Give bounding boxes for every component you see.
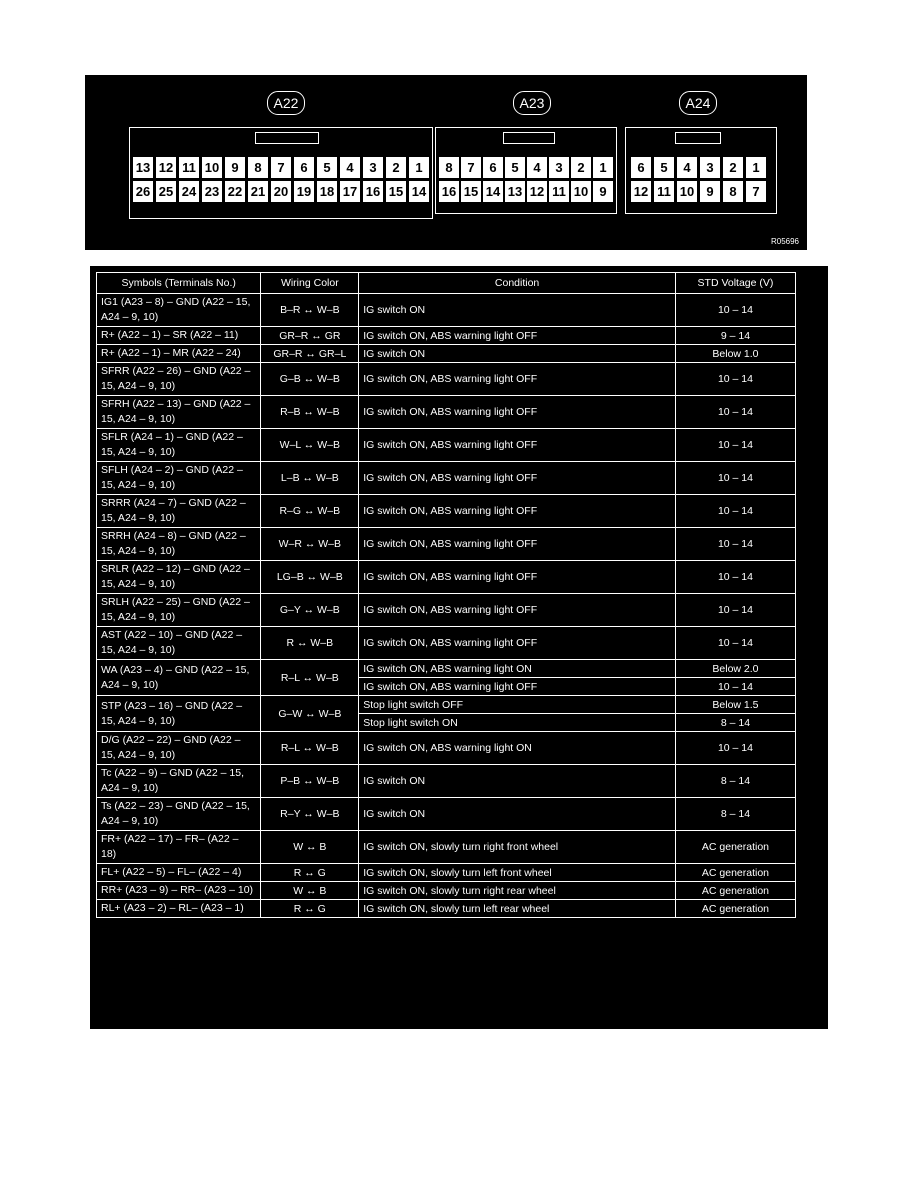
pin-a22-18: 18	[317, 181, 337, 202]
pin-a24-11: 11	[654, 181, 674, 202]
cell-symbol: IG1 (A23 – 8) – GND (A22 – 15, A24 – 9, 10)	[97, 294, 261, 327]
pin-a24-1: 1	[746, 157, 766, 178]
pin-a22-9: 9	[225, 157, 245, 178]
cell-std-voltage: Below 2.0	[675, 660, 795, 678]
cell-symbol: SRRR (A24 – 7) – GND (A22 – 15, A24 – 9, 10)	[97, 495, 261, 528]
cell-symbol: R+ (A22 – 1) – MR (A22 – 24)	[97, 345, 261, 363]
table-row	[97, 561, 796, 594]
cell-std-voltage: AC generation	[675, 831, 795, 864]
cell-std-voltage: 10 – 14	[675, 627, 795, 660]
pin-a23-1: 1	[593, 157, 613, 178]
cell-condition: IG switch ON	[359, 798, 676, 831]
cell-std-voltage: 10 – 14	[675, 732, 795, 765]
cell-std-voltage: 10 – 14	[675, 396, 795, 429]
cell-symbol: FL+ (A22 – 5) – FL– (A22 – 4)	[97, 864, 261, 882]
pin-a23-8: 8	[439, 157, 459, 178]
cell-condition: IG switch ON	[359, 294, 676, 327]
cell-condition: IG switch ON, ABS warning light OFF	[359, 678, 676, 696]
table-row	[97, 765, 796, 798]
table-row	[97, 345, 796, 363]
table-row	[97, 696, 796, 714]
cell-symbol: Ts (A22 – 23) – GND (A22 – 15, A24 – 9, 10)	[97, 798, 261, 831]
cell-condition: IG switch ON, ABS warning light OFF	[359, 627, 676, 660]
cell-condition: IG switch ON, slowly turn right rear wheel	[359, 882, 676, 900]
a24-latch	[675, 132, 721, 144]
figure-reference: R05696	[770, 237, 799, 246]
pin-a24-3: 3	[700, 157, 720, 178]
cell-symbol: D/G (A22 – 22) – GND (A22 – 15, A24 – 9, 10)	[97, 732, 261, 765]
cell-wiring-color: R–L ↔ W–B	[261, 732, 359, 765]
header-std-voltage: STD Voltage (V)	[675, 273, 795, 294]
pin-a22-22: 22	[225, 181, 245, 202]
terminal-table-panel	[90, 266, 828, 1029]
pin-a24-4: 4	[677, 157, 697, 178]
table-row	[97, 660, 796, 678]
cell-symbol: R+ (A22 – 1) – SR (A22 – 11)	[97, 327, 261, 345]
pin-a22-12: 12	[156, 157, 176, 178]
cell-wiring-color: W ↔ B	[261, 831, 359, 864]
table-row	[97, 396, 796, 429]
cell-std-voltage: 10 – 14	[675, 294, 795, 327]
pin-a22-25: 25	[156, 181, 176, 202]
pin-a22-14: 14	[409, 181, 429, 202]
cell-wiring-color: G–Y ↔ W–B	[261, 594, 359, 627]
pin-a22-16: 16	[363, 181, 383, 202]
cell-condition: IG switch ON, ABS warning light OFF	[359, 561, 676, 594]
table-row	[97, 864, 796, 882]
pin-a22-3: 3	[363, 157, 383, 178]
pin-a23-3: 3	[549, 157, 569, 178]
cell-std-voltage: 8 – 14	[675, 798, 795, 831]
pin-a22-15: 15	[386, 181, 406, 202]
pin-a22-8: 8	[248, 157, 268, 178]
header-wiring-color: Wiring Color	[261, 273, 359, 294]
cell-symbol: SFRH (A22 – 13) – GND (A22 – 15, A24 – 9, 10)	[97, 396, 261, 429]
cell-wiring-color: R–B ↔ W–B	[261, 396, 359, 429]
table-row	[97, 363, 796, 396]
cell-symbol: RL+ (A23 – 2) – RL– (A23 – 1)	[97, 900, 261, 918]
header-condition: Condition	[359, 273, 676, 294]
cell-wiring-color: R ↔ W–B	[261, 627, 359, 660]
cell-wiring-color: G–W ↔ W–B	[261, 696, 359, 732]
table-row	[97, 627, 796, 660]
pin-a22-11: 11	[179, 157, 199, 178]
cell-symbol: AST (A22 – 10) – GND (A22 – 15, A24 – 9, 10)	[97, 627, 261, 660]
cell-std-voltage: 10 – 14	[675, 528, 795, 561]
table-row	[97, 798, 796, 831]
cell-symbol: WA (A23 – 4) – GND (A22 – 15, A24 – 9, 10)	[97, 660, 261, 696]
cell-std-voltage: 10 – 14	[675, 594, 795, 627]
cell-wiring-color: L–B ↔ W–B	[261, 462, 359, 495]
cell-std-voltage: 10 – 14	[675, 678, 795, 696]
table-row	[97, 327, 796, 345]
pin-a24-6: 6	[631, 157, 651, 178]
cell-condition: Stop light switch ON	[359, 714, 676, 732]
table-body	[97, 294, 796, 918]
cell-std-voltage: 10 – 14	[675, 462, 795, 495]
cell-symbol: SRLR (A22 – 12) – GND (A22 – 15, A24 – 9, 10)	[97, 561, 261, 594]
pin-a22-5: 5	[317, 157, 337, 178]
cell-condition: IG switch ON, ABS warning light OFF	[359, 528, 676, 561]
pin-a23-16: 16	[439, 181, 459, 202]
pin-a23-12: 12	[527, 181, 547, 202]
cell-symbol: Tc (A22 – 9) – GND (A22 – 15, A24 – 9, 10)	[97, 765, 261, 798]
table-row	[97, 882, 796, 900]
cell-condition: IG switch ON, ABS warning light ON	[359, 732, 676, 765]
pin-a23-7: 7	[461, 157, 481, 178]
pin-a24-12: 12	[631, 181, 651, 202]
pin-a23-9: 9	[593, 181, 613, 202]
pin-a22-19: 19	[294, 181, 314, 202]
cell-std-voltage: AC generation	[675, 864, 795, 882]
pin-a24-5: 5	[654, 157, 674, 178]
pin-a24-9: 9	[700, 181, 720, 202]
cell-std-voltage: Below 1.5	[675, 696, 795, 714]
pin-a22-2: 2	[386, 157, 406, 178]
cell-wiring-color: R–L ↔ W–B	[261, 660, 359, 696]
pin-a22-13: 13	[133, 157, 153, 178]
cell-wiring-color: G–B ↔ W–B	[261, 363, 359, 396]
cell-condition: IG switch ON, ABS warning light OFF	[359, 327, 676, 345]
table-row	[97, 732, 796, 765]
pin-a22-10: 10	[202, 157, 222, 178]
pin-a23-2: 2	[571, 157, 591, 178]
cell-condition: IG switch ON, slowly turn left rear wheel	[359, 900, 676, 918]
pin-a22-20: 20	[271, 181, 291, 202]
cell-std-voltage: 8 – 14	[675, 765, 795, 798]
cell-std-voltage: 10 – 14	[675, 495, 795, 528]
table-row	[97, 900, 796, 918]
cell-wiring-color: R–G ↔ W–B	[261, 495, 359, 528]
cell-symbol: SRRH (A24 – 8) – GND (A22 – 15, A24 – 9, 10)	[97, 528, 261, 561]
pin-a22-26: 26	[133, 181, 153, 202]
pin-a22-1: 1	[409, 157, 429, 178]
table-row	[97, 294, 796, 327]
pin-a24-10: 10	[677, 181, 697, 202]
cell-condition: IG switch ON, ABS warning light ON	[359, 660, 676, 678]
table-row	[97, 495, 796, 528]
header-symbols: Symbols (Terminals No.)	[97, 273, 261, 294]
pin-a24-8: 8	[723, 181, 743, 202]
cell-wiring-color: LG–B ↔ W–B	[261, 561, 359, 594]
cell-condition: IG switch ON, ABS warning light OFF	[359, 462, 676, 495]
connector-label-a24: A24	[679, 91, 717, 115]
a23-latch	[503, 132, 555, 144]
cell-condition: IG switch ON, ABS warning light OFF	[359, 396, 676, 429]
table-header-row	[97, 273, 796, 294]
cell-condition: IG switch ON, ABS warning light OFF	[359, 363, 676, 396]
pin-a23-11: 11	[549, 181, 569, 202]
cell-condition: IG switch ON, ABS warning light OFF	[359, 594, 676, 627]
connector-label-a23: A23	[513, 91, 551, 115]
cell-condition: IG switch ON	[359, 345, 676, 363]
pin-a22-23: 23	[202, 181, 222, 202]
cell-condition: IG switch ON, slowly turn right front wheel	[359, 831, 676, 864]
cell-symbol: RR+ (A23 – 9) – RR– (A23 – 10)	[97, 882, 261, 900]
cell-std-voltage: 10 – 14	[675, 429, 795, 462]
cell-symbol: SFRR (A22 – 26) – GND (A22 – 15, A24 – 9, 10)	[97, 363, 261, 396]
cell-condition: IG switch ON, slowly turn left front wheel	[359, 864, 676, 882]
table-row	[97, 462, 796, 495]
cell-std-voltage: 8 – 14	[675, 714, 795, 732]
pin-a23-6: 6	[483, 157, 503, 178]
pin-a23-5: 5	[505, 157, 525, 178]
table-row	[97, 594, 796, 627]
cell-condition: IG switch ON, ABS warning light OFF	[359, 495, 676, 528]
pin-a23-10: 10	[571, 181, 591, 202]
cell-condition: Stop light switch OFF	[359, 696, 676, 714]
cell-symbol: FR+ (A22 – 17) – FR– (A22 – 18)	[97, 831, 261, 864]
cell-wiring-color: P–B ↔ W–B	[261, 765, 359, 798]
cell-wiring-color: B–R ↔ W–B	[261, 294, 359, 327]
terminal-voltage-table	[96, 272, 796, 918]
pin-a22-17: 17	[340, 181, 360, 202]
pin-a24-7: 7	[746, 181, 766, 202]
cell-wiring-color: R ↔ G	[261, 900, 359, 918]
pin-a23-14: 14	[483, 181, 503, 202]
table-row	[97, 528, 796, 561]
pin-a23-13: 13	[505, 181, 525, 202]
cell-wiring-color: W–L ↔ W–B	[261, 429, 359, 462]
pin-a22-21: 21	[248, 181, 268, 202]
cell-std-voltage: AC generation	[675, 900, 795, 918]
table-row	[97, 429, 796, 462]
pin-a22-6: 6	[294, 157, 314, 178]
cell-wiring-color: W ↔ B	[261, 882, 359, 900]
a22-latch	[255, 132, 319, 144]
cell-symbol: SFLH (A24 – 2) – GND (A22 – 15, A24 – 9, 10)	[97, 462, 261, 495]
cell-symbol: SFLR (A24 – 1) – GND (A22 – 15, A24 – 9, 10)	[97, 429, 261, 462]
cell-condition: IG switch ON, ABS warning light OFF	[359, 429, 676, 462]
table-row	[97, 831, 796, 864]
cell-condition: IG switch ON	[359, 765, 676, 798]
pin-a23-15: 15	[461, 181, 481, 202]
cell-wiring-color: W–R ↔ W–B	[261, 528, 359, 561]
cell-std-voltage: 9 – 14	[675, 327, 795, 345]
cell-wiring-color: GR–R ↔ GR–L	[261, 345, 359, 363]
pin-a22-4: 4	[340, 157, 360, 178]
cell-wiring-color: R ↔ G	[261, 864, 359, 882]
pin-a22-7: 7	[271, 157, 291, 178]
connector-label-a22: A22	[267, 91, 305, 115]
pin-a22-24: 24	[179, 181, 199, 202]
cell-std-voltage: 10 – 14	[675, 363, 795, 396]
pin-a23-4: 4	[527, 157, 547, 178]
cell-symbol: STP (A23 – 16) – GND (A22 – 15, A24 – 9, 10)	[97, 696, 261, 732]
cell-std-voltage: Below 1.0	[675, 345, 795, 363]
cell-symbol: SRLH (A22 – 25) – GND (A22 – 15, A24 – 9, 10)	[97, 594, 261, 627]
pin-a24-2: 2	[723, 157, 743, 178]
cell-wiring-color: GR–R ↔ GR	[261, 327, 359, 345]
cell-std-voltage: 10 – 14	[675, 561, 795, 594]
cell-wiring-color: R–Y ↔ W–B	[261, 798, 359, 831]
connector-diagram	[85, 75, 807, 250]
cell-std-voltage: AC generation	[675, 882, 795, 900]
